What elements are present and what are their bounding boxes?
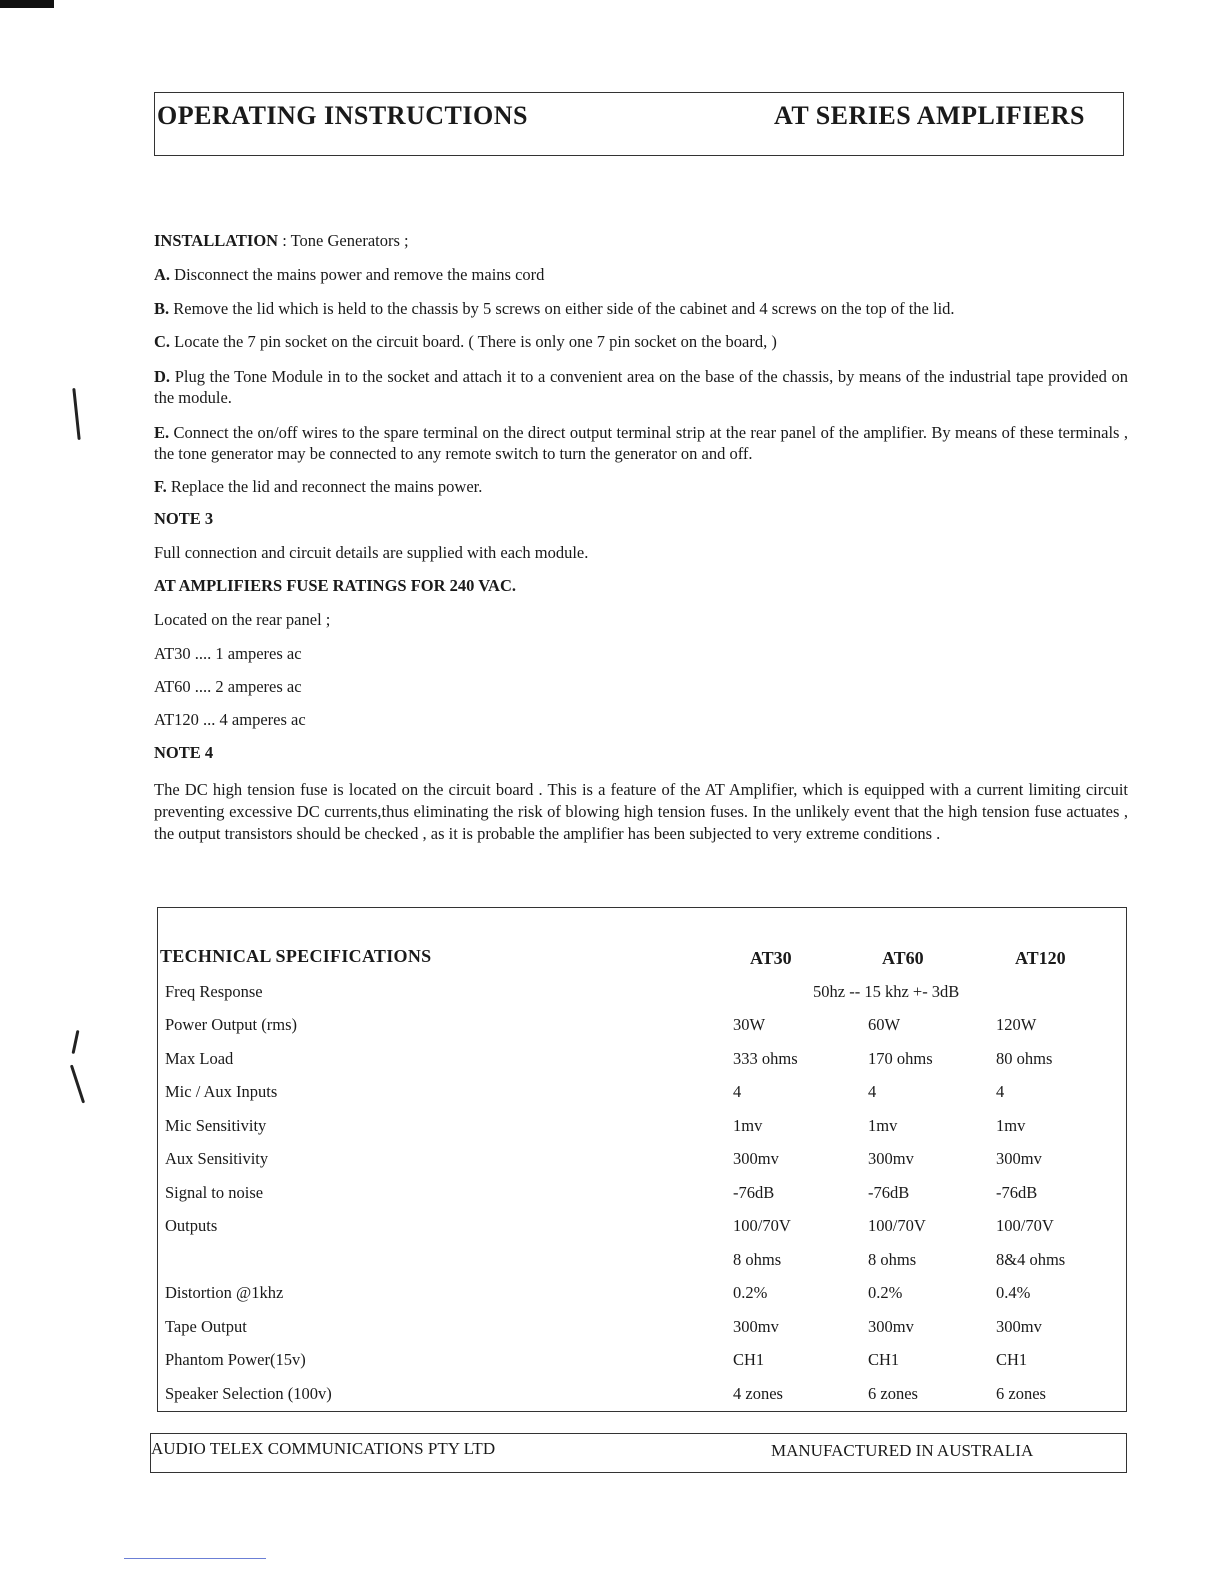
- spec-value-at30: 1mv: [733, 1115, 763, 1135]
- spec-value-at60: 300mv: [868, 1316, 914, 1336]
- spec-row: [158, 1317, 1126, 1347]
- step-text: Plug the Tone Module in to the socket and attach it to a convenient area on the base of the chassis, by means of the industrial tape provided on the module.: [154, 367, 1128, 407]
- spec-value-at30: 0.2%: [733, 1283, 768, 1302]
- column-header-at120: AT120: [1015, 948, 1066, 968]
- fuse-item: AT30 .... 1 amperes ac: [154, 644, 302, 663]
- spec-label: Max Load: [165, 1048, 234, 1068]
- spec-label: Power Output (rms): [165, 1015, 297, 1034]
- fuse-item: AT60 .... 2 amperes ac: [154, 677, 302, 696]
- spec-value-at120: 4: [996, 1082, 1005, 1101]
- bottom-underline: [124, 1558, 266, 1559]
- step-letter: E.: [154, 423, 170, 442]
- fuse-heading-text: AT AMPLIFIERS FUSE RATINGS FOR 240 VAC.: [154, 576, 516, 595]
- product-series-title: AT SERIES AMPLIFIERS: [773, 101, 1085, 130]
- step-text: Remove the lid which is held to the chassis by 5 screws on either side of the cabinet and 4 screws on the top of the lid.: [169, 299, 955, 318]
- spec-value-at60: 60W: [868, 1015, 901, 1034]
- margin-mark: [70, 1065, 85, 1104]
- spec-value-at120: 6 zones: [996, 1383, 1046, 1403]
- spec-value-at30: 4 zones: [733, 1383, 783, 1403]
- note3-text: Full connection and circuit details are supplied with each module.: [154, 543, 589, 562]
- installation-heading-line: [154, 230, 1128, 251]
- step-text: Replace the lid and reconnect the mains power.: [166, 477, 483, 496]
- footer-box: [150, 1433, 1127, 1473]
- spec-label: Mic / Aux Inputs: [165, 1082, 278, 1101]
- column-header-at60: AT60: [882, 948, 924, 968]
- technical-specifications-table: [157, 907, 1127, 1412]
- spec-value-at120: 100/70V: [996, 1216, 1054, 1235]
- column-header-at30: AT30: [750, 948, 792, 968]
- step-text: Disconnect the mains power and remove the mains cord: [170, 265, 545, 284]
- note4-text: The DC high tension fuse is located on the circuit board . This is a feature of the AT Amplifier, which is equipped with a current limiting circuit preventing excessive DC currents,thus eliminating the risk of blowing high tension fuses. In the unlikely event that the high tension fuse actuates , the output transistors should be checked , as it is probable the amplifier has been subjected to very extreme conditions .: [154, 780, 1128, 843]
- spec-value-at120: 0.4%: [996, 1283, 1031, 1302]
- spec-value-at60: 4: [868, 1082, 877, 1101]
- spec-row: [158, 1082, 1126, 1112]
- spec-value-at30: CH1: [733, 1350, 765, 1369]
- fuse-location: Located on the rear panel ;: [154, 610, 331, 629]
- spec-label: Signal to noise: [165, 1182, 264, 1202]
- spec-value-at120: 300mv: [996, 1149, 1042, 1168]
- spec-row: [158, 1350, 1126, 1380]
- spec-value-at60: 100/70V: [868, 1216, 926, 1235]
- spec-row: [158, 1116, 1126, 1146]
- spec-label: Tape Output: [165, 1316, 247, 1336]
- step-f: [154, 476, 1128, 497]
- spec-row: [158, 1384, 1126, 1414]
- step-letter: D.: [154, 367, 171, 386]
- spec-value-at120: 120W: [996, 1015, 1037, 1034]
- note3-heading: [154, 508, 1128, 529]
- spec-value-at30: 30W: [733, 1015, 766, 1034]
- manufacture-origin: MANUFACTURED IN AUSTRALIA: [771, 1441, 1034, 1460]
- spec-title: TECHNICAL SPECIFICATIONS: [160, 946, 432, 966]
- spec-label: Distortion @1khz: [165, 1283, 284, 1302]
- step-letter: B.: [154, 299, 170, 318]
- spec-value-at120: 8&4 ohms: [996, 1249, 1066, 1269]
- spec-value-at30: -76dB: [733, 1182, 775, 1202]
- spec-value-at30: 300mv: [733, 1316, 779, 1336]
- header-box: [154, 92, 1124, 156]
- step-e: [154, 422, 1128, 464]
- step-text: Connect the on/off wires to the spare terminal on the direct output terminal strip at the rear panel of the amplifier. By means of these terminals , the tone generator may be connected to any remote switch to turn the generator on and off.: [154, 423, 1128, 463]
- spec-label: Phantom Power(15v): [165, 1350, 306, 1369]
- spec-label: Freq Response: [165, 982, 263, 1001]
- spec-value-at30: 300mv: [733, 1149, 779, 1168]
- spec-row: [158, 1015, 1126, 1045]
- spec-value-at120: 300mv: [996, 1316, 1042, 1336]
- document-title: OPERATING INSTRUCTIONS: [157, 101, 528, 130]
- spec-value-at120: 80 ohms: [996, 1048, 1053, 1068]
- spec-row: [158, 1183, 1126, 1213]
- note4-heading-text: NOTE 4: [154, 743, 214, 762]
- spec-value-at60: 1mv: [868, 1115, 898, 1135]
- spec-value-at60: 170 ohms: [868, 1048, 933, 1068]
- step-d: [154, 366, 1128, 408]
- spec-row: [158, 1250, 1126, 1280]
- spec-value-at60: 300mv: [868, 1149, 914, 1168]
- spec-row-freq: [158, 982, 1126, 1012]
- spec-label: Mic Sensitivity: [165, 1115, 267, 1135]
- spec-value-at120: CH1: [996, 1350, 1028, 1369]
- fuse-item: AT120 ... 4 amperes ac: [154, 710, 306, 729]
- spec-row: [158, 1149, 1126, 1179]
- spec-value-at30: 100/70V: [733, 1216, 791, 1235]
- note3-heading-text: NOTE 3: [154, 509, 214, 528]
- margin-mark: [72, 1030, 80, 1054]
- spec-value-at30: 4: [733, 1082, 742, 1101]
- spec-value-at60: 0.2%: [868, 1283, 903, 1302]
- note4-heading: [154, 742, 1128, 763]
- spec-label: Outputs: [165, 1216, 218, 1235]
- company-name: AUDIO TELEX COMMUNICATIONS PTY LTD: [151, 1439, 496, 1458]
- step-text: Locate the 7 pin socket on the circuit board. ( There is only one 7 pin socket on the board, ): [170, 332, 777, 351]
- step-letter: F.: [154, 477, 167, 496]
- spec-label: Aux Sensitivity: [165, 1149, 269, 1168]
- scan-corner-mark: [0, 0, 54, 8]
- spec-value-at60: 8 ohms: [868, 1249, 917, 1269]
- margin-mark: [72, 388, 80, 440]
- spec-value-at120: -76dB: [996, 1182, 1038, 1202]
- spec-value-at60: 6 zones: [868, 1383, 918, 1403]
- spec-value-at60: CH1: [868, 1350, 900, 1369]
- fuse-heading: [154, 575, 1128, 596]
- step-b: [154, 298, 1128, 319]
- spec-value-at120: 1mv: [996, 1115, 1026, 1135]
- spec-row: [158, 1049, 1126, 1079]
- step-a: [154, 264, 1128, 285]
- spec-value-shared: 50hz -- 15 khz +- 3dB: [813, 982, 960, 1001]
- spec-value-at30: 333 ohms: [733, 1048, 798, 1068]
- spec-row: [158, 1283, 1126, 1313]
- spec-label: Speaker Selection (100v): [165, 1383, 332, 1403]
- step-letter: C.: [154, 332, 171, 351]
- spec-value-at60: -76dB: [868, 1182, 910, 1202]
- step-letter: A.: [154, 265, 171, 284]
- step-c: [154, 331, 1128, 352]
- spec-value-at30: 8 ohms: [733, 1249, 782, 1269]
- installation-heading: INSTALLATION: [154, 231, 279, 250]
- spec-row: [158, 1216, 1126, 1246]
- installation-subheading: : Tone Generators ;: [278, 231, 409, 250]
